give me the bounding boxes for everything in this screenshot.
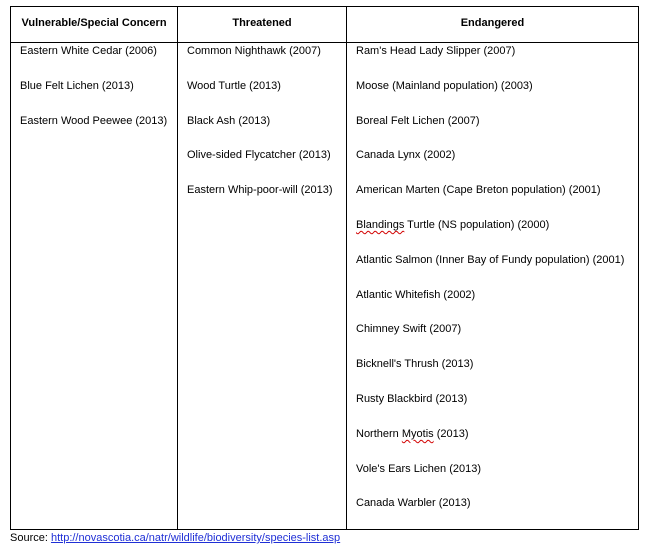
vulnerable-cell [11, 43, 178, 530]
list-item: Eastern Whip-poor-will (2013) [187, 184, 333, 197]
list-item: Canada Warbler (2013) [356, 497, 471, 510]
header-row [11, 7, 639, 43]
list-item: Boreal Felt Lichen (2007) [356, 114, 480, 127]
column-header-vulnerable: Vulnerable/Special Concern [11, 7, 178, 43]
list-item: Rusty Blackbird (2013) [356, 392, 468, 405]
list-item: Common Nighthawk (2007) [187, 45, 321, 57]
list-item: Wood Turtle (2013) [187, 79, 281, 92]
list-item-text: (2013) [433, 427, 469, 440]
list-item: American Marten (Cape Breton population) (2001) [356, 184, 601, 197]
list-item-text: Northern [356, 427, 402, 440]
list-item: Moose (Mainland population) (2003) [356, 79, 533, 92]
list-item-northern-myotis [356, 428, 638, 441]
list-item: Ram's Head Lady Slipper (2007) [356, 45, 516, 57]
species-status-table [10, 6, 639, 530]
spellcheck-flagged-word: Myotis [401, 427, 434, 440]
source-citation [10, 532, 340, 544]
source-link[interactable]: http://novascotia.ca/natr/wildlife/biodiversity/species-list.asp [50, 532, 341, 544]
threatened-cell [178, 43, 347, 530]
endangered-list [347, 45, 638, 510]
endangered-cell [347, 43, 639, 530]
list-item-text: Turtle (NS population) (2000) [404, 218, 550, 231]
list-item: Atlantic Whitefish (2002) [356, 288, 476, 301]
list-item: Eastern Wood Peewee (2013) [20, 114, 168, 127]
column-header-endangered: Endangered [347, 7, 639, 43]
list-item: Chimney Swift (2007) [356, 323, 462, 336]
list-item: Black Ash (2013) [187, 114, 271, 127]
list-item-blandings-turtle [356, 219, 638, 232]
spellcheck-flagged-word: Blandings [356, 218, 405, 231]
list-item: Eastern White Cedar (2006) [20, 45, 157, 57]
list-item: Bicknell's Thrush (2013) [356, 358, 474, 371]
list-item: Olive-sided Flycatcher (2013) [187, 149, 331, 162]
list-item: Canada Lynx (2002) [356, 149, 456, 162]
column-header-threatened: Threatened [178, 7, 347, 43]
vulnerable-list [11, 45, 177, 128]
list-item: Blue Felt Lichen (2013) [20, 79, 134, 92]
species-row [11, 43, 639, 530]
list-item: Vole's Ears Lichen (2013) [356, 462, 482, 475]
source-label: Source: [10, 532, 51, 544]
threatened-list [178, 45, 346, 197]
list-item: Atlantic Salmon (Inner Bay of Fundy population) (2001) [356, 253, 625, 266]
